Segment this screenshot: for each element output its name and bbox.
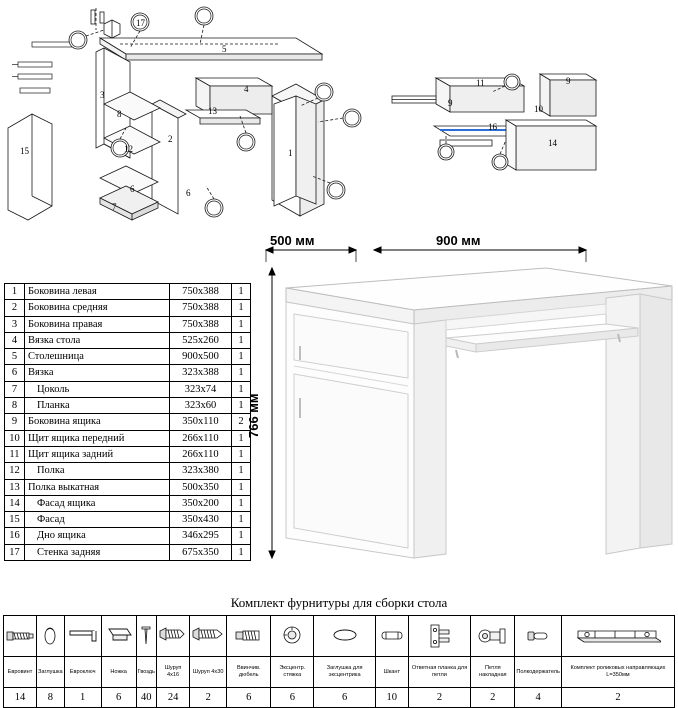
hw-cell-icon [190, 616, 227, 657]
hw-label: Гвоздь [136, 657, 156, 688]
desk-dimension-drawing [246, 228, 678, 588]
svg-text:9: 9 [566, 76, 571, 86]
part-num: 4 [5, 332, 25, 348]
table-row [5, 512, 251, 528]
table-row [5, 479, 251, 495]
hw-count: 8 [37, 688, 65, 708]
hardware-label-row [4, 657, 675, 688]
part-num: 13 [5, 479, 25, 495]
cam-cap-icon [329, 623, 361, 649]
screw-4x16-icon [158, 623, 188, 649]
part-num: 1 [5, 284, 25, 300]
svg-text:10: 10 [534, 104, 543, 114]
hinge-plate-icon [425, 621, 455, 651]
shelf-support-icon [524, 623, 552, 649]
hw-cell-icon [408, 616, 470, 657]
cam-lock-icon [278, 623, 306, 649]
svg-text:5: 5 [222, 44, 227, 54]
part-qty: 1 [232, 316, 251, 332]
table-row [5, 463, 251, 479]
part-num: 17 [5, 544, 25, 560]
part-dim: 350х200 [169, 495, 231, 511]
table-row [5, 349, 251, 365]
hardware-icon-row [4, 616, 675, 657]
hw-label: Ввинчив. дюбель [227, 657, 271, 688]
part-dim: 346х295 [169, 528, 231, 544]
hw-label: Шуруп 4х30 [190, 657, 227, 688]
part-dim: 750х388 [169, 316, 231, 332]
part-name: Боковина правая [24, 316, 169, 332]
hw-cell-icon [64, 616, 101, 657]
part-num: 7 [5, 381, 25, 397]
svg-text:6: 6 [186, 188, 191, 198]
hw-cell-icon [271, 616, 314, 657]
table-row [5, 528, 251, 544]
svg-text:13: 13 [208, 106, 217, 116]
hw-label: Комплект роликовых направляющих L=350мм [561, 657, 674, 688]
leg-icon [103, 623, 135, 649]
part-qty: 1 [232, 332, 251, 348]
svg-text:3: 3 [100, 90, 105, 100]
part-num: 5 [5, 349, 25, 365]
table-row [5, 284, 251, 300]
hw-count: 6 [227, 688, 271, 708]
svg-text:11: 11 [476, 78, 485, 88]
svg-text:14: 14 [548, 138, 557, 148]
hw-cell-icon [136, 616, 156, 657]
table-row [5, 398, 251, 414]
svg-text:7: 7 [112, 202, 117, 212]
part-num: 2 [5, 300, 25, 316]
hw-cell-icon [471, 616, 515, 657]
part-name: Фасад ящика [24, 495, 169, 511]
part-name: Щит ящика задний [24, 446, 169, 462]
hardware-table [3, 615, 675, 708]
screw-euro-icon [5, 623, 35, 649]
svg-text:1: 1 [288, 148, 293, 158]
depth-dimension-label: 500 мм [270, 233, 315, 248]
part-num: 15 [5, 512, 25, 528]
hw-count: 24 [156, 688, 189, 708]
part-qty: 1 [232, 300, 251, 316]
hw-count: 6 [101, 688, 136, 708]
part-qty: 1 [232, 463, 251, 479]
hw-cell-icon [227, 616, 271, 657]
table-row [5, 316, 251, 332]
table-row [5, 446, 251, 462]
part-name: Цоколь [24, 381, 169, 397]
hw-label: Эксцентр. стяжка [271, 657, 314, 688]
cap-icon [38, 623, 62, 649]
part-dim: 323х60 [169, 398, 231, 414]
part-name: Полка [24, 463, 169, 479]
svg-text:6: 6 [130, 184, 135, 194]
part-num: 11 [5, 446, 25, 462]
parts-table [4, 283, 251, 561]
part-dim: 900х500 [169, 349, 231, 365]
hw-count: 2 [561, 688, 674, 708]
part-qty: 1 [232, 479, 251, 495]
hw-label: Заглушка [37, 657, 65, 688]
hardware-count-row [4, 688, 675, 708]
part-qty: 1 [232, 544, 251, 560]
hw-cell-icon [314, 616, 375, 657]
part-name: Боковина левая [24, 284, 169, 300]
table-row [5, 381, 251, 397]
svg-text:9: 9 [448, 98, 453, 108]
part-dim: 675х350 [169, 544, 231, 560]
hardware-section-title: Комплект фурнитуры для сборки стола [230, 595, 448, 610]
part-qty: 1 [232, 381, 251, 397]
part-num: 12 [5, 463, 25, 479]
part-num: 16 [5, 528, 25, 544]
svg-text:8: 8 [117, 109, 122, 119]
hw-count: 10 [375, 688, 408, 708]
nail-icon [139, 623, 153, 649]
hw-label: Полкодержатель [515, 657, 562, 688]
part-dim: 525х260 [169, 332, 231, 348]
part-dim: 350х430 [169, 512, 231, 528]
part-num: 10 [5, 430, 25, 446]
euro-key-icon [66, 623, 100, 649]
part-qty: 2 [232, 414, 251, 430]
hw-count: 4 [515, 688, 562, 708]
hinge-icon [477, 621, 509, 651]
svg-text:16: 16 [488, 122, 497, 132]
hw-label: Евровинт [4, 657, 37, 688]
hw-count: 2 [190, 688, 227, 708]
part-dim: 323х380 [169, 463, 231, 479]
part-qty: 1 [232, 398, 251, 414]
drawer-slide-icon [575, 623, 661, 649]
hw-label: Евроключ [64, 657, 101, 688]
svg-text:17: 17 [136, 18, 145, 28]
svg-text:2: 2 [168, 134, 173, 144]
hw-label: Ответная планка для петли [408, 657, 470, 688]
table-row [5, 414, 251, 430]
hw-count: 2 [471, 688, 515, 708]
part-name: Стенка задняя [24, 544, 169, 560]
table-row [5, 332, 251, 348]
part-name: Столешница [24, 349, 169, 365]
hw-cell-icon [101, 616, 136, 657]
hw-count: 6 [314, 688, 375, 708]
hw-cell-icon [37, 616, 65, 657]
part-name: Щит ящика передний [24, 430, 169, 446]
table-row [5, 430, 251, 446]
svg-text:12: 12 [124, 144, 133, 154]
hw-label: Ножка [101, 657, 136, 688]
screw-4x30-icon [191, 623, 225, 649]
part-dim: 500х350 [169, 479, 231, 495]
part-dim: 750х388 [169, 284, 231, 300]
hw-count: 40 [136, 688, 156, 708]
part-name: Дно ящика [24, 528, 169, 544]
part-num: 14 [5, 495, 25, 511]
hw-label: Заглушка для эксцентрика [314, 657, 375, 688]
svg-text:4: 4 [244, 84, 249, 94]
hw-count: 2 [408, 688, 470, 708]
table-row [5, 544, 251, 560]
svg-text:15: 15 [20, 146, 29, 156]
part-qty: 1 [232, 430, 251, 446]
hw-count: 1 [64, 688, 101, 708]
parts-table-body [5, 284, 251, 561]
part-num: 8 [5, 398, 25, 414]
hw-label: Шуруп 4х16 [156, 657, 189, 688]
dowel-wood-icon [377, 623, 407, 649]
exploded-view-diagram [0, 0, 678, 232]
part-dim: 323х74 [169, 381, 231, 397]
part-qty: 1 [232, 284, 251, 300]
part-name: Боковина средняя [24, 300, 169, 316]
part-name: Полка выкатная [24, 479, 169, 495]
part-name: Вязка стола [24, 332, 169, 348]
part-qty: 1 [232, 446, 251, 462]
part-dim: 266х110 [169, 430, 231, 446]
part-name: Фасад [24, 512, 169, 528]
height-dimension-label: 766 мм [246, 393, 261, 438]
part-name: Планка [24, 398, 169, 414]
hw-count: 6 [271, 688, 314, 708]
hw-cell-icon [156, 616, 189, 657]
hw-cell-icon [375, 616, 408, 657]
part-dim: 266х110 [169, 446, 231, 462]
hw-cell-icon [515, 616, 562, 657]
dowel-icon [233, 623, 265, 649]
hw-count: 14 [4, 688, 37, 708]
part-name: Боковина ящика [24, 414, 169, 430]
table-row [5, 495, 251, 511]
hw-label: Шкант [375, 657, 408, 688]
part-qty: 1 [232, 495, 251, 511]
part-num: 9 [5, 414, 25, 430]
table-row [5, 365, 251, 381]
part-qty: 1 [232, 349, 251, 365]
table-row [5, 300, 251, 316]
width-dimension-label: 900 мм [436, 233, 481, 248]
part-dim: 350х110 [169, 414, 231, 430]
part-qty: 1 [232, 512, 251, 528]
part-name: Вязка [24, 365, 169, 381]
part-num: 3 [5, 316, 25, 332]
part-num: 6 [5, 365, 25, 381]
hw-label: Петля накладная [471, 657, 515, 688]
part-qty: 1 [232, 365, 251, 381]
part-qty: 1 [232, 528, 251, 544]
part-dim: 750х388 [169, 300, 231, 316]
hw-cell-icon [561, 616, 674, 657]
part-dim: 323х388 [169, 365, 231, 381]
hw-cell-icon [4, 616, 37, 657]
